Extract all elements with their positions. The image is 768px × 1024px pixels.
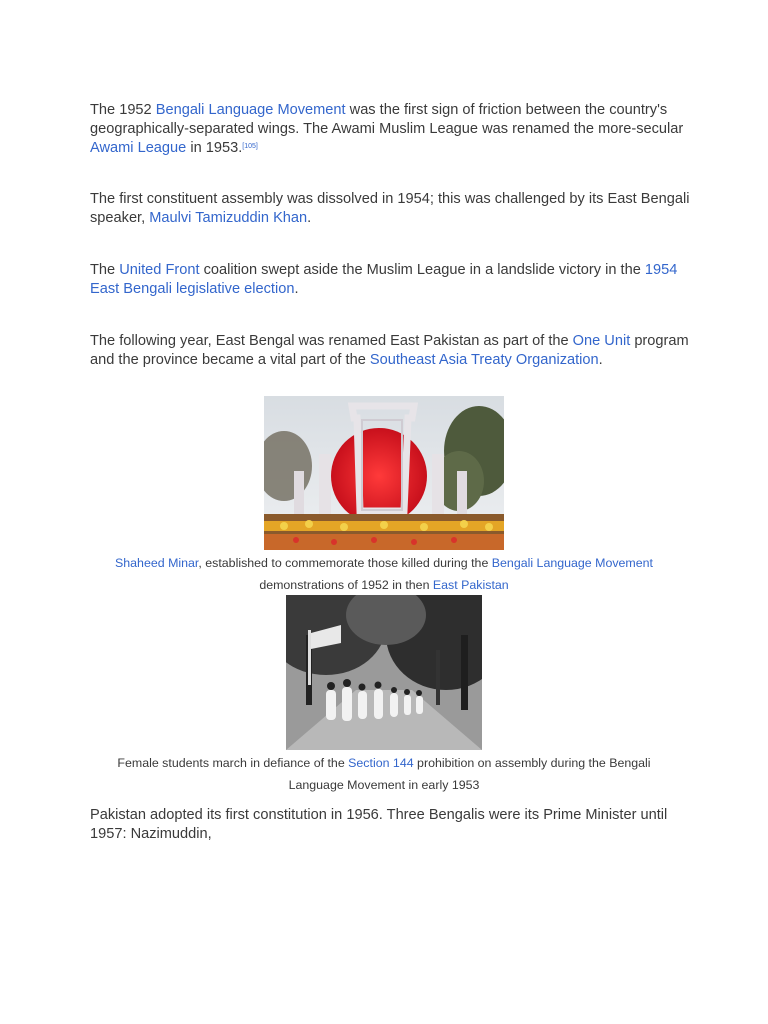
shaheed-minar-illustration — [264, 396, 504, 550]
link-1954-election[interactable]: 1954 East Bengali legislative election — [90, 262, 678, 297]
paragraph-east-pakistan — [90, 332, 690, 370]
caption-shaheed-minar — [90, 552, 678, 596]
text: . — [307, 210, 312, 226]
link-bengali-language-movement[interactable]: Bengali Language Movement — [155, 102, 346, 118]
text: The first constituent assembly was dissolved in 1954; this was challenged by its East Bengali speaker, — [90, 191, 690, 226]
link-section-144[interactable]: Section 144 — [348, 756, 414, 770]
link-one-unit[interactable]: One Unit — [572, 333, 631, 349]
link-seato[interactable]: Southeast Asia Treaty Organization — [369, 352, 599, 368]
text: was the first sign of friction between the country's geographically-separated wings. The Awami Muslim League was renamed the more-secular — [90, 102, 684, 137]
text: The 1952 — [90, 102, 156, 118]
caption-students-march — [90, 752, 678, 796]
text: in 1953. — [186, 140, 243, 156]
link-united-front[interactable]: United Front — [119, 262, 200, 278]
students-march-image[interactable] — [286, 595, 482, 750]
link-bengali-language-movement-caption[interactable]: Bengali Language Movement — [491, 556, 653, 570]
text: Female students march in defiance of the — [117, 756, 349, 770]
link-shaheed-minar[interactable]: Shaheed Minar — [115, 556, 199, 570]
link-east-pakistan[interactable]: East Pakistan — [432, 578, 509, 592]
text: , established to commemorate those killed during the — [198, 556, 492, 570]
text: The following year, East Bengal was renamed East Pakistan as part of the — [90, 333, 573, 349]
text: . — [598, 352, 603, 368]
citation-ref[interactable]: [105] — [242, 143, 258, 150]
text: Pakistan adopted its first constitution in 1956. Three Bengalis were its Prime Minister until 1957: Nazimuddin, — [90, 807, 668, 842]
paragraph-language-movement — [90, 101, 690, 158]
text: The — [90, 262, 120, 278]
text: prohibition on assembly during the Bengali Language Movement in early 1953 — [288, 756, 651, 792]
paragraph-united-front — [90, 261, 690, 299]
text: demonstrations of 1952 in then — [259, 578, 433, 592]
text: coalition swept aside the Muslim League in a landslide victory in the — [199, 262, 645, 278]
shaheed-minar-image[interactable] — [264, 396, 504, 550]
text: program and the province became a vital part of the — [90, 333, 689, 368]
paragraph-constitution-1956 — [90, 806, 690, 844]
link-maulvi-tamizuddin-khan[interactable]: Maulvi Tamizuddin Khan — [149, 210, 308, 226]
students-march-illustration — [286, 595, 482, 750]
link-awami-league[interactable]: Awami League — [90, 140, 187, 156]
paragraph-constituent-assembly — [90, 190, 690, 228]
text: . — [294, 281, 299, 297]
